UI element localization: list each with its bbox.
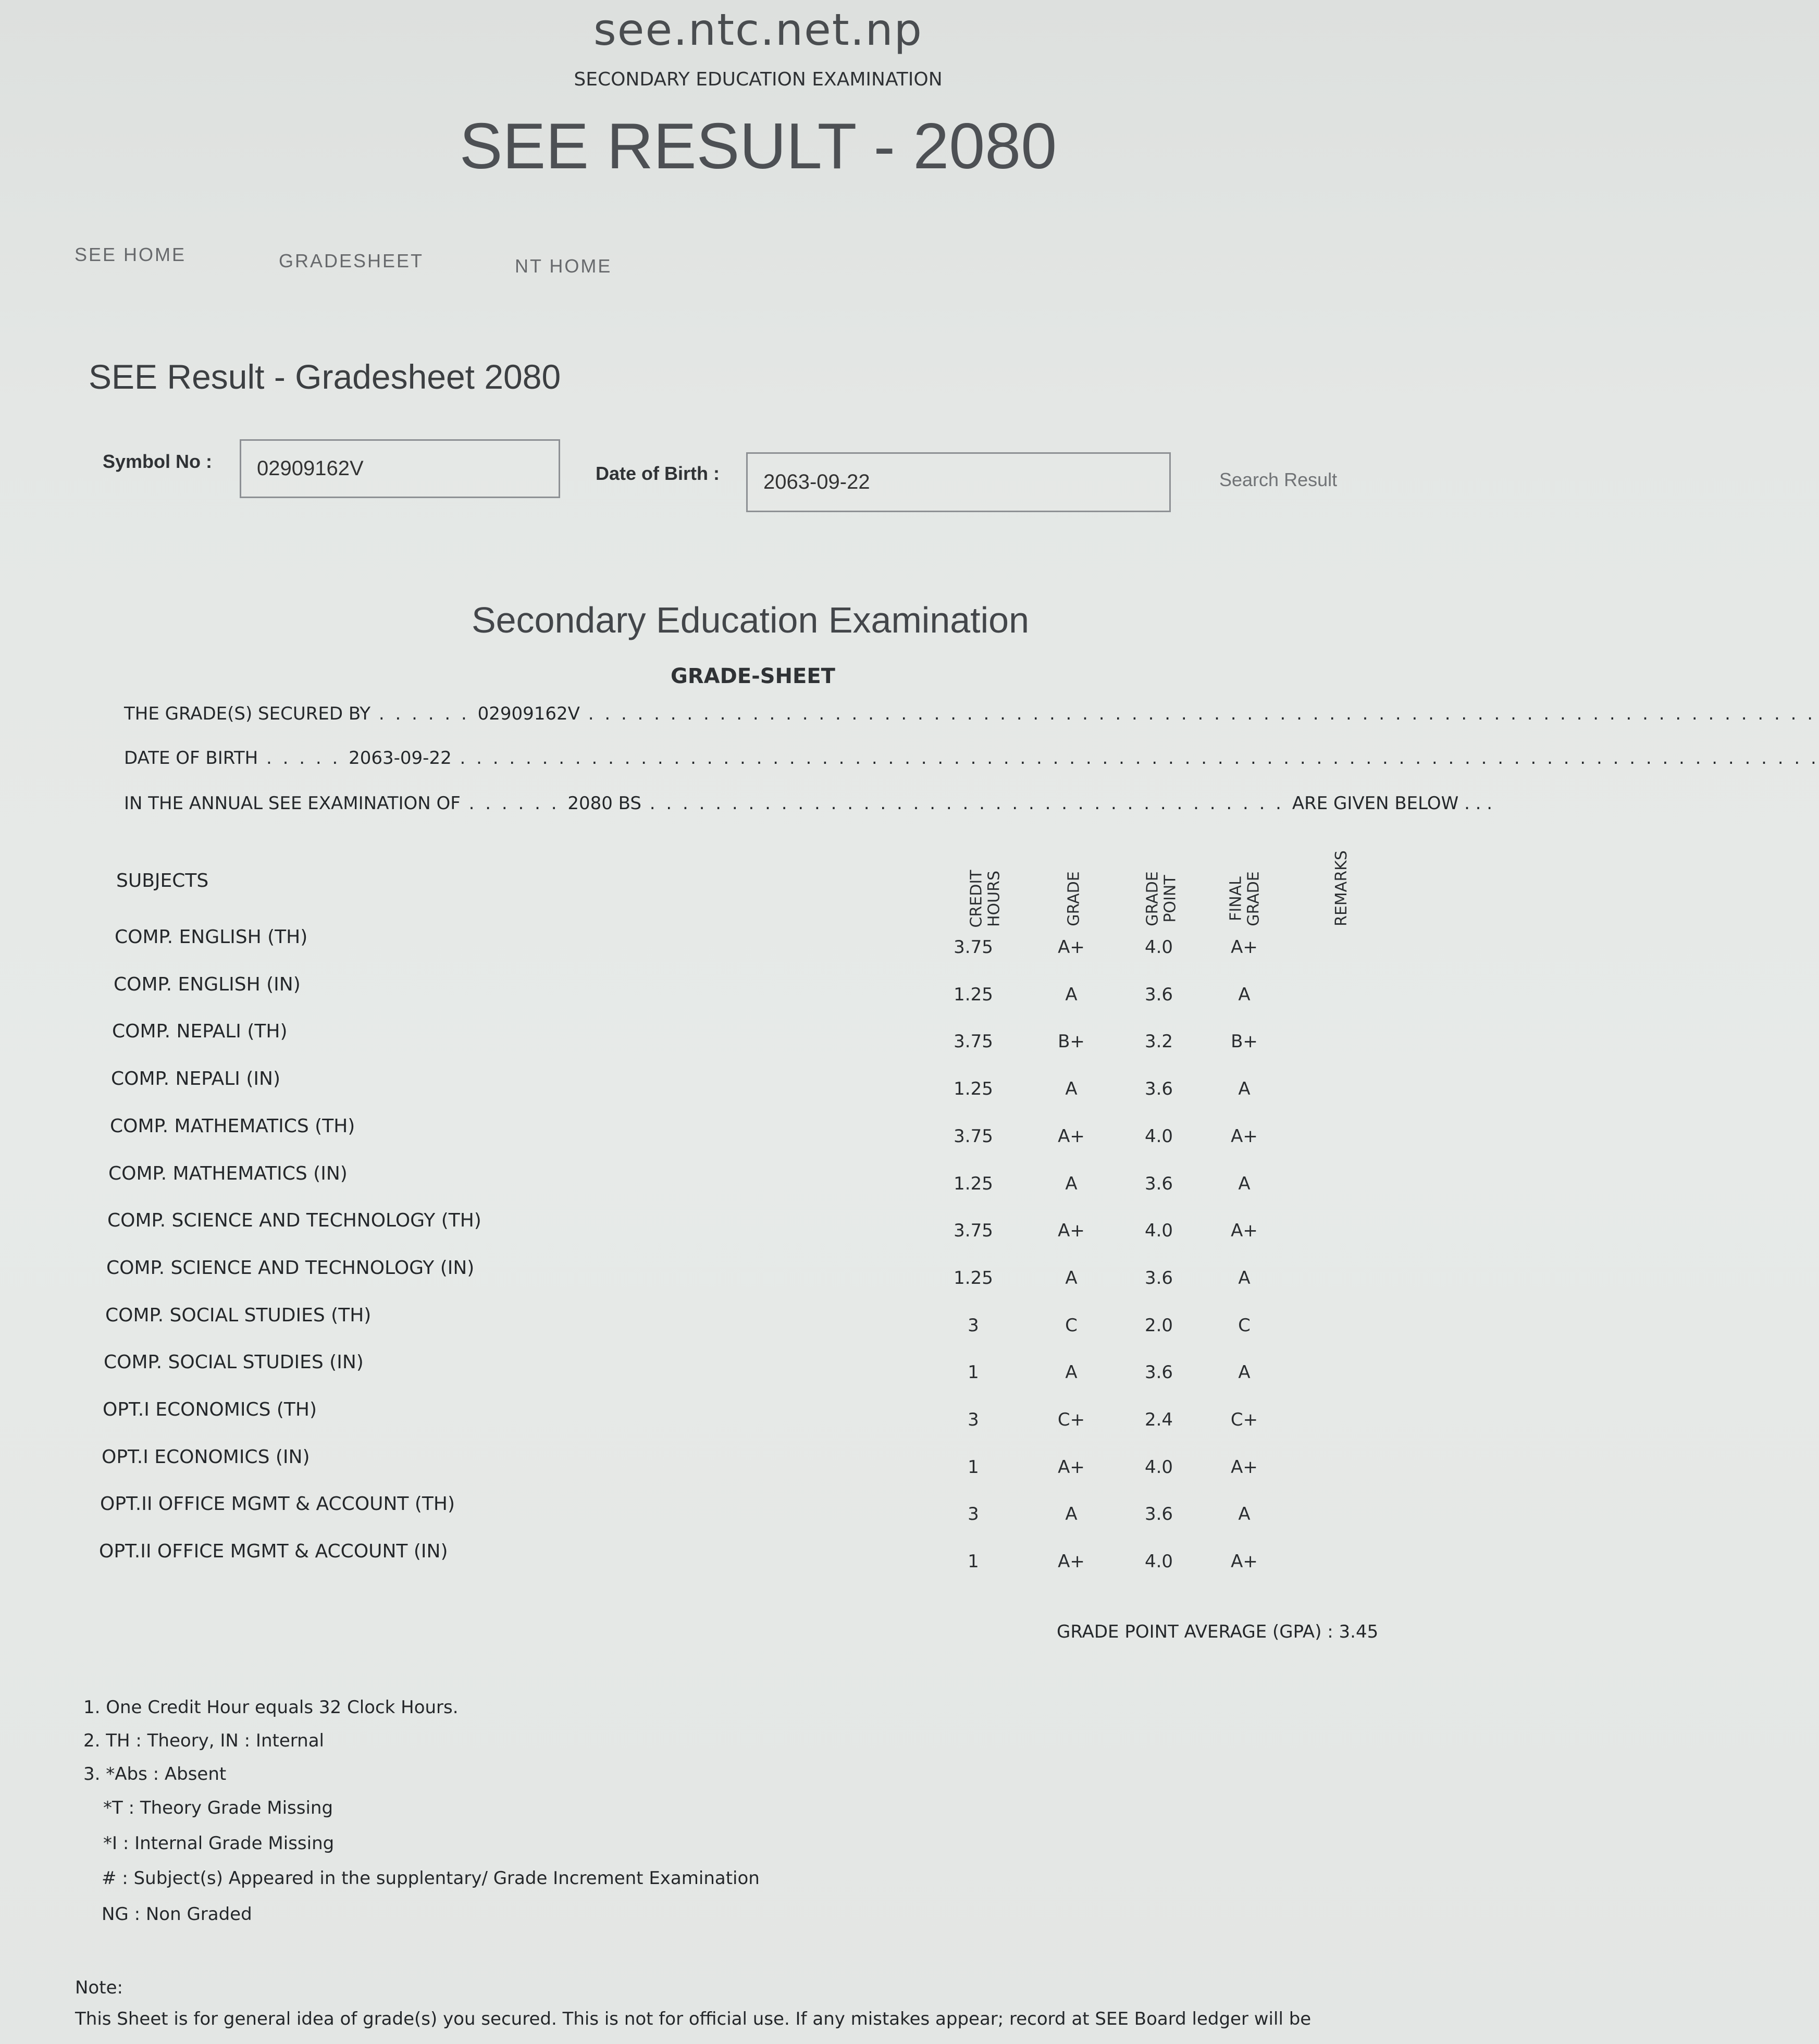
grade-cell: A+ <box>1058 937 1085 958</box>
grade-cell: A+ <box>1058 1126 1085 1147</box>
grade-point-cell: 3.6 <box>1144 1504 1173 1525</box>
nav-nt-home[interactable]: NT HOME <box>515 255 612 277</box>
gradesheet-title: Secondary Education Examination <box>471 600 1030 640</box>
dob-input[interactable]: 2063-09-22 <box>746 452 1171 512</box>
dob-line-label: DATE OF BIRTH <box>124 748 258 769</box>
final-grade-header: FINAL GRADE <box>1227 871 1264 926</box>
footnote-item: NG : Non Graded <box>102 1904 252 1925</box>
dob-label: Date of Birth : <box>596 463 720 484</box>
grade-cell: A <box>1065 1079 1078 1099</box>
grade-point-cell: 4.0 <box>1144 1220 1173 1241</box>
grade-header: GRADE <box>1065 871 1083 926</box>
exam-line-suffix: ARE GIVEN BELOW . . . <box>1292 793 1493 814</box>
subject-cell: OPT.II OFFICE MGMT & ACCOUNT (IN) <box>99 1541 448 1562</box>
final-grade-cell: A <box>1238 1079 1251 1099</box>
subjects-header: SUBJECTS <box>116 870 209 891</box>
grade-point-cell: 4.0 <box>1144 1126 1173 1147</box>
grade-point-cell: 4.0 <box>1144 937 1173 958</box>
exam-line: IN THE ANNUAL SEE EXAMINATION OF . . . . . . 2080 BS . . . . . . . . . . . . . . . . . . . . . . . . . . . . . . . . . . . . . . . ARE GIVEN BELOW . . . <box>124 793 1493 814</box>
secured-by-line: THE GRADE(S) SECURED BY . . . . . . 02909162V . . . . . . . . . . . . . . . . . . . . . . . . . . . . . . . . . . . . . . . . . . . . . . . . . . . . . . . . . . . . . . . . . . . . . . . . . . . <box>124 703 1816 724</box>
credit-hours-cell: 3 <box>968 1315 979 1336</box>
subject-cell: COMP. NEPALI (IN) <box>111 1068 280 1089</box>
final-grade-cell: A+ <box>1231 1126 1258 1147</box>
final-grade-cell: A <box>1238 1362 1251 1383</box>
grade-point-cell: 4.0 <box>1144 1551 1173 1572</box>
final-grade-cell: A <box>1238 984 1251 1005</box>
page-title: SEE Result - Gradesheet 2080 <box>89 357 561 396</box>
site-url: see.ntc.net.np <box>593 4 923 55</box>
final-grade-cell: A <box>1238 1504 1251 1525</box>
subject-cell: COMP. MATHEMATICS (IN) <box>108 1163 348 1184</box>
credit-hours-cell: 3.75 <box>954 937 993 958</box>
credit-hours-cell: 3 <box>968 1409 979 1430</box>
grade-point-cell: 2.4 <box>1144 1409 1173 1430</box>
secured-by-label: THE GRADE(S) SECURED BY <box>124 703 371 724</box>
credit-hours-cell: 1.25 <box>954 1173 993 1194</box>
subject-cell: OPT.II OFFICE MGMT & ACCOUNT (TH) <box>100 1493 455 1515</box>
credit-hours-header: CREDIT HOURS <box>968 870 1004 928</box>
dob-line-value: 2063-09-22 <box>349 748 452 769</box>
grade-cell: A <box>1065 1173 1078 1194</box>
secured-by-value: 02909162V <box>477 703 580 724</box>
credit-hours-cell: 1 <box>968 1362 979 1383</box>
final-grade-cell: A+ <box>1231 937 1258 958</box>
subject-cell: COMP. ENGLISH (TH) <box>115 926 308 948</box>
footnote-item: # : Subject(s) Appeared in the supplentary/ Grade Increment Examination <box>102 1868 760 1889</box>
footnote-item: *T : Theory Grade Missing <box>103 1798 333 1818</box>
credit-hours-cell: 3.75 <box>954 1031 993 1052</box>
exam-subheading: SECONDARY EDUCATION EXAMINATION <box>574 69 943 90</box>
grade-cell: B+ <box>1058 1031 1085 1052</box>
grade-point-cell: 4.0 <box>1144 1457 1173 1478</box>
grade-cell: A <box>1065 1268 1078 1289</box>
footnote-item: 2. TH : Theory, IN : Internal <box>83 1730 324 1751</box>
grade-cell: A+ <box>1058 1457 1085 1478</box>
subject-cell: OPT.I ECONOMICS (TH) <box>103 1399 317 1420</box>
remarks-header: REMARKS <box>1332 850 1351 926</box>
grade-cell: A+ <box>1058 1220 1085 1241</box>
final-grade-cell: A+ <box>1231 1551 1258 1572</box>
final-grade-cell: C <box>1238 1315 1251 1336</box>
credit-hours-cell: 1.25 <box>954 1079 993 1099</box>
credit-hours-cell: 1.25 <box>954 984 993 1005</box>
subject-cell: OPT.I ECONOMICS (IN) <box>102 1446 310 1468</box>
dob-line: DATE OF BIRTH . . . . . 2063-09-22 . . . . . . . . . . . . . . . . . . . . . . . . . . . . . . . . . . . . . . . . . . . . . . . . . . . . . . . . . . . . . . . . . . . . . . . . . . . . . . . . . . . <box>124 748 1819 769</box>
grade-cell: C <box>1065 1315 1078 1336</box>
symbol-label: Symbol No : <box>103 451 213 472</box>
page-banner-title: SEE RESULT - 2080 <box>459 110 1057 182</box>
subject-cell: COMP. NEPALI (TH) <box>112 1021 288 1042</box>
grade-cell: A+ <box>1058 1551 1085 1572</box>
subject-cell: COMP. MATHEMATICS (TH) <box>110 1116 355 1137</box>
search-result-button[interactable]: Search Result <box>1219 469 1338 490</box>
grade-point-cell: 3.6 <box>1144 1079 1173 1099</box>
symbol-input[interactable]: 02909162V <box>240 439 560 498</box>
credit-hours-cell: 1.25 <box>954 1268 993 1289</box>
credit-hours-cell: 3 <box>968 1504 979 1525</box>
footnote-item: *I : Internal Grade Missing <box>103 1833 335 1854</box>
final-grade-cell: A <box>1238 1268 1251 1289</box>
credit-hours-cell: 1 <box>968 1551 979 1572</box>
grade-point-cell: 3.6 <box>1144 1362 1173 1383</box>
grade-point-cell: 3.6 <box>1144 984 1173 1005</box>
nav-gradesheet[interactable]: GRADESHEET <box>279 250 424 271</box>
grade-point-cell: 3.6 <box>1144 1173 1173 1194</box>
grade-cell: A <box>1065 1362 1078 1383</box>
note-text: This Sheet is for general idea of grade(s) you secured. This is not for official use. If any mistakes appear; record at SEE Board ledger will be <box>75 2009 1311 2029</box>
exam-line-label: IN THE ANNUAL SEE EXAMINATION OF <box>124 793 461 814</box>
nav-see-home[interactable]: SEE HOME <box>75 244 187 265</box>
credit-hours-cell: 3.75 <box>954 1126 993 1147</box>
final-grade-cell: A+ <box>1231 1457 1258 1478</box>
final-grade-cell: B+ <box>1231 1031 1258 1052</box>
credit-hours-cell: 3.75 <box>954 1220 993 1241</box>
grade-cell: C+ <box>1057 1409 1085 1430</box>
note-label: Note: <box>75 1977 123 1998</box>
final-grade-cell: A <box>1238 1173 1251 1194</box>
grade-point-cell: 3.2 <box>1144 1031 1173 1052</box>
gpa: GRADE POINT AVERAGE (GPA) : 3.45 <box>1057 1621 1379 1642</box>
subject-cell: COMP. ENGLISH (IN) <box>114 974 301 995</box>
final-grade-cell: A+ <box>1231 1220 1258 1241</box>
subject-cell: COMP. SOCIAL STUDIES (TH) <box>105 1305 372 1326</box>
grade-cell: A <box>1065 984 1078 1005</box>
subject-cell: COMP. SCIENCE AND TECHNOLOGY (IN) <box>106 1257 475 1279</box>
exam-line-value: 2080 BS <box>567 793 641 814</box>
footnote-item: 3. *Abs : Absent <box>83 1764 227 1785</box>
final-grade-cell: C+ <box>1230 1409 1258 1430</box>
subject-cell: COMP. SCIENCE AND TECHNOLOGY (TH) <box>107 1210 481 1231</box>
grade-cell: A <box>1065 1504 1078 1525</box>
grade-point-header: GRADE POINT <box>1144 871 1180 926</box>
grade-point-cell: 3.6 <box>1144 1268 1173 1289</box>
subject-cell: COMP. SOCIAL STUDIES (IN) <box>104 1352 364 1373</box>
grade-point-cell: 2.0 <box>1144 1315 1173 1336</box>
credit-hours-cell: 1 <box>968 1457 979 1478</box>
footnote-item: 1. One Credit Hour equals 32 Clock Hours. <box>83 1697 459 1718</box>
gradesheet-subtitle: GRADE-SHEET <box>671 664 835 688</box>
